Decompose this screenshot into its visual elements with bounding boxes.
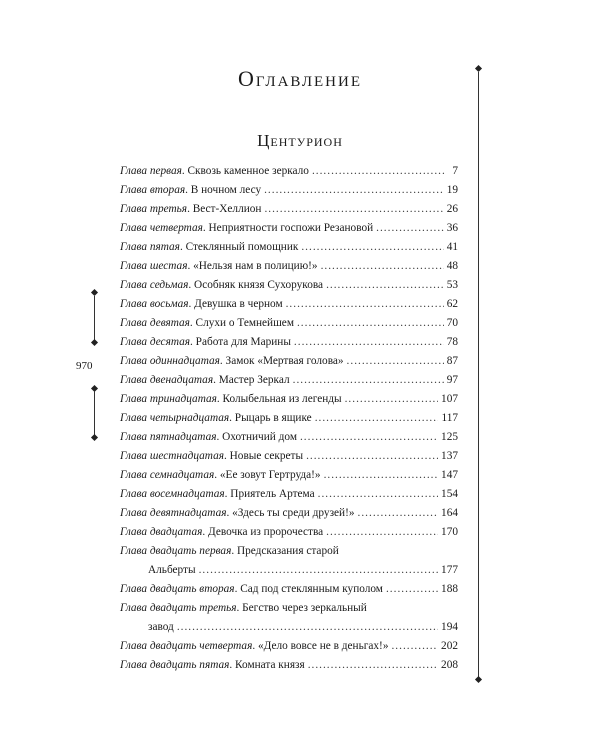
dot-leader xyxy=(293,371,444,390)
chapter-title: . Замок «Мертвая голова» xyxy=(219,355,344,367)
dot-leader xyxy=(358,504,439,523)
chapter-number: Глава двадцать четвертая xyxy=(120,640,253,652)
toc-entry[interactable] xyxy=(120,352,458,371)
chapter-title: . «Нельзя нам в полицию!» xyxy=(187,260,318,272)
page-number: 177 xyxy=(441,564,458,576)
toc-entry[interactable] xyxy=(120,523,458,542)
page-number: 19 xyxy=(446,184,458,196)
toc-entry-continuation[interactable] xyxy=(120,561,458,580)
toc-entry[interactable] xyxy=(120,371,458,390)
chapter-title: . Предсказания старой xyxy=(231,545,339,557)
left-rule-lower xyxy=(94,391,95,436)
left-rule-bottom-dot-2 xyxy=(91,434,98,441)
chapter-title: . Особняк князя Сухорукова xyxy=(188,279,324,291)
chapter-title: . Девочка из пророчества xyxy=(202,526,324,538)
toc-entry[interactable] xyxy=(120,580,458,599)
chapter-title: . «Здесь ты среди друзей!» xyxy=(226,507,355,519)
chapter-number: Глава четырнадцатая xyxy=(120,412,230,424)
dot-leader xyxy=(391,637,438,656)
toc-entry[interactable] xyxy=(120,409,458,428)
chapter-number: Глава двадцать пятая xyxy=(120,659,230,671)
toc-entry-continuation[interactable] xyxy=(120,618,458,637)
chapter-number: Глава седьмая xyxy=(120,279,189,291)
chapter-title: . Новые секреты xyxy=(224,450,304,462)
toc-entry[interactable] xyxy=(120,333,458,352)
page-number: 7 xyxy=(452,165,458,177)
chapter-title: . Сквозь каменное зеркало xyxy=(181,165,309,177)
dot-leader xyxy=(300,428,438,447)
chapter-number: Глава восемнадцатая xyxy=(120,488,225,500)
toc-entry[interactable] xyxy=(120,637,458,656)
toc-entry[interactable] xyxy=(120,200,458,219)
dot-leader xyxy=(308,656,438,675)
chapter-title: . Работа для Марины xyxy=(190,336,291,348)
chapter-title: . Слухи о Темнейшем xyxy=(189,317,294,329)
chapter-number: Глава шестая xyxy=(120,260,188,272)
page-number: 53 xyxy=(446,279,458,291)
dot-leader xyxy=(312,162,445,181)
page-number: 194 xyxy=(441,621,458,633)
toc-entry[interactable] xyxy=(120,504,458,523)
toc-entry[interactable] xyxy=(120,542,458,561)
chapter-number: Глава четвертая xyxy=(120,222,203,234)
page-number: 147 xyxy=(441,469,458,481)
chapter-title: . Неприятности госпожи Резановой xyxy=(202,222,374,234)
chapter-title: . Рыцарь в ящике xyxy=(229,412,312,424)
chapter-title: . Комната князя xyxy=(229,659,305,671)
page-number: 208 xyxy=(441,659,458,671)
toc-entry[interactable] xyxy=(120,295,458,314)
page-number: 107 xyxy=(441,393,458,405)
right-rule-bottom-dot xyxy=(475,676,482,683)
page-title: Оглавление xyxy=(237,66,363,91)
chapter-title: . Стеклянный помощник xyxy=(179,241,299,253)
chapter-title: . Сад под стеклянным куполом xyxy=(234,583,383,595)
chapter-number: Глава семнадцатая xyxy=(120,469,215,481)
chapter-number: Глава тринадцатая xyxy=(120,393,217,405)
chapter-title-continued: завод xyxy=(148,621,174,633)
dot-leader xyxy=(294,333,444,352)
dot-leader xyxy=(326,276,444,295)
chapter-number: Глава двенадцатая xyxy=(120,374,214,386)
dot-leader xyxy=(321,257,444,276)
dot-leader xyxy=(264,200,443,219)
page-number: 202 xyxy=(441,640,458,652)
dot-leader xyxy=(301,238,443,257)
chapter-number: Глава двадцатая xyxy=(120,526,203,538)
dot-leader xyxy=(297,314,444,333)
chapter-title: . Бегство через зеркальный xyxy=(236,602,367,614)
dot-leader xyxy=(286,295,444,314)
section-title: Центурион xyxy=(257,131,343,150)
toc-entry[interactable] xyxy=(120,447,458,466)
toc-entry[interactable] xyxy=(120,219,458,238)
dot-leader xyxy=(324,466,438,485)
page-number: 125 xyxy=(441,431,458,443)
table-of-contents xyxy=(120,162,458,675)
toc-entry[interactable] xyxy=(120,257,458,276)
chapter-title: . Девушка в черном xyxy=(188,298,283,310)
page-number: 41 xyxy=(446,241,458,253)
page-folio: 970 xyxy=(76,360,93,372)
chapter-title: . Вест-Хеллион xyxy=(187,203,262,215)
right-rule xyxy=(478,72,479,678)
chapter-number: Глава пятнадцатая xyxy=(120,431,217,443)
toc-entry[interactable] xyxy=(120,314,458,333)
page-number: 154 xyxy=(441,488,458,500)
chapter-title: . Мастер Зеркал xyxy=(213,374,290,386)
chapter-number: Глава третья xyxy=(120,203,188,215)
chapter-title: . «Ее зовут Гертруда!» xyxy=(214,469,321,481)
chapter-number: Глава десятая xyxy=(120,336,191,348)
toc-entry[interactable] xyxy=(120,466,458,485)
page-number: 62 xyxy=(446,298,458,310)
dot-leader xyxy=(326,523,438,542)
chapter-number: Глава двадцать третья xyxy=(120,602,237,614)
toc-entry[interactable] xyxy=(120,238,458,257)
left-rule-top-dot-2 xyxy=(91,339,98,346)
left-rule-upper xyxy=(94,296,95,341)
dot-leader xyxy=(177,618,438,637)
left-rule-top-dot-1 xyxy=(91,289,98,296)
dot-leader xyxy=(347,352,444,371)
page-number: 188 xyxy=(441,583,458,595)
chapter-number: Глава восьмая xyxy=(120,298,189,310)
dot-leader xyxy=(264,181,444,200)
chapter-number: Глава пятая xyxy=(120,241,180,253)
chapter-number: Глава вторая xyxy=(120,184,186,196)
chapter-title-continued: Альберты xyxy=(148,564,196,576)
chapter-number: Глава первая xyxy=(120,165,182,177)
toc-entry[interactable] xyxy=(120,656,458,675)
chapter-title: . Охотничий дом xyxy=(216,431,297,443)
toc-entry[interactable] xyxy=(120,428,458,447)
chapter-number: Глава девятнадцатая xyxy=(120,507,227,519)
page-number: 87 xyxy=(446,355,458,367)
chapter-title: . «Дело вовсе не в деньгах!» xyxy=(252,640,389,652)
chapter-title: . Колыбельная из легенды xyxy=(216,393,342,405)
page-number: 164 xyxy=(441,507,458,519)
chapter-number: Глава двадцать вторая xyxy=(120,583,235,595)
toc-entry[interactable] xyxy=(120,485,458,504)
dot-leader xyxy=(306,447,438,466)
page-number: 70 xyxy=(446,317,458,329)
dot-leader xyxy=(376,219,444,238)
chapter-number: Глава девятая xyxy=(120,317,190,329)
chapter-title: . Приятель Артема xyxy=(224,488,315,500)
toc-entry[interactable] xyxy=(120,181,458,200)
page-number: 97 xyxy=(446,374,458,386)
page-number: 36 xyxy=(446,222,458,234)
dot-leader xyxy=(386,580,438,599)
toc-entry[interactable] xyxy=(120,276,458,295)
dot-leader xyxy=(199,561,438,580)
chapter-title: . В ночном лесу xyxy=(185,184,262,196)
page-number: 170 xyxy=(441,526,458,538)
dot-leader xyxy=(345,390,438,409)
page-number: 137 xyxy=(441,450,458,462)
chapter-number: Глава одиннадцатая xyxy=(120,355,220,367)
page-number: 26 xyxy=(446,203,458,215)
page-number: 78 xyxy=(446,336,458,348)
dot-leader xyxy=(318,485,438,504)
dot-leader xyxy=(315,409,439,428)
chapter-number: Глава шестнадцатая xyxy=(120,450,224,462)
toc-entry[interactable] xyxy=(120,599,458,618)
page-number: 48 xyxy=(446,260,458,272)
page-number: 117 xyxy=(441,412,458,424)
toc-entry[interactable] xyxy=(120,162,458,181)
toc-entry[interactable] xyxy=(120,390,458,409)
chapter-number: Глава двадцать первая xyxy=(120,545,232,557)
